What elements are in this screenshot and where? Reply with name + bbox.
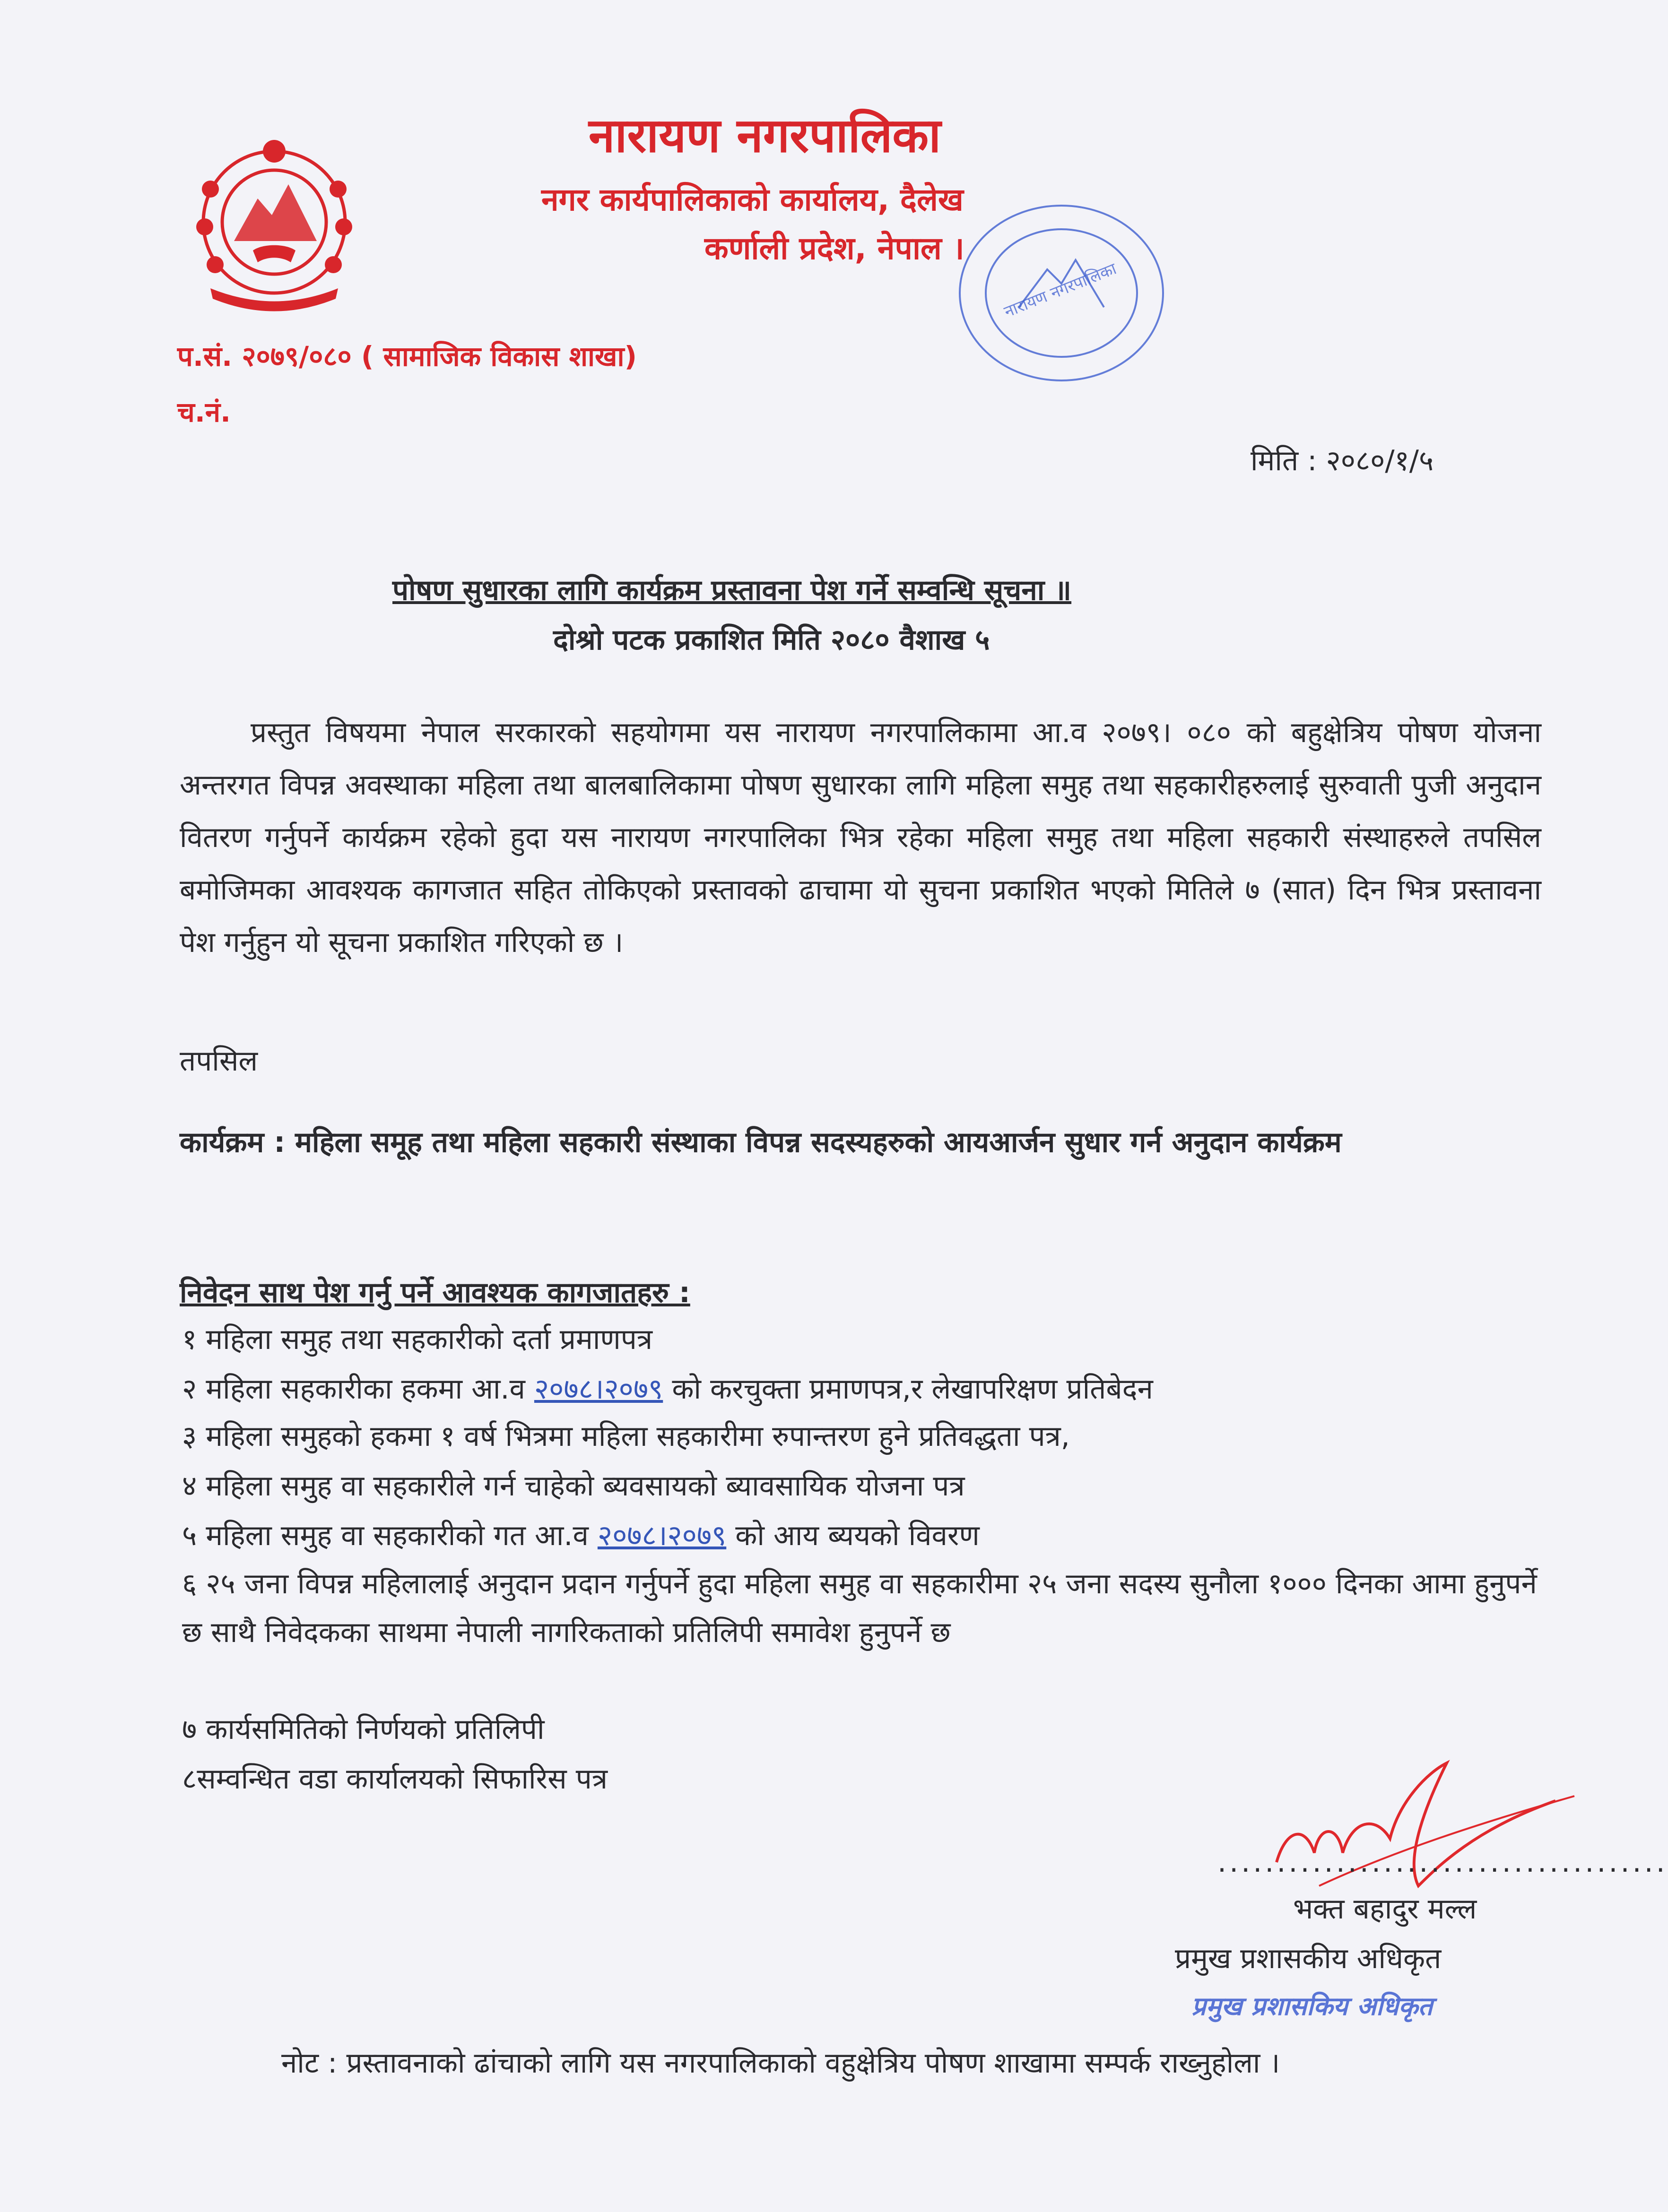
documents-heading: निवेदन साथ पेश गर्नु पर्ने आवश्यक कागजातहरु : [180,1276,690,1309]
program-description: कार्यक्रम : महिला समूह तथा महिला सहकारी संस्थाका विपन्न सदस्यहरुको आयआर्जन सुधार गर्न अनुदान कार्यक्रम [180,1126,1342,1159]
notice-title: पोषण सुधारका लागि कार्यक्रम प्रस्तावना पेश गर्ने सम्वन्धि सूचना ॥ [392,574,1072,607]
notice-subtitle: दोश्रो पटक प्रकाशित मिति २०८० वैशाख ५ [553,623,990,657]
list-item: १ महिला समुह तथा सहकारीको दर्ता प्रमाणपत्र [182,1323,652,1356]
signatory-name: भक्त बहादुर मल्ल [1293,1892,1477,1926]
list-item: ५ महिला समुह वा सहकारीको गत आ.व २०७८।२०७९ को आय ब्ययको विवरण [182,1519,980,1552]
municipality-name: नारायण नगरपालिका [589,108,941,163]
list-item: ४ महिला समुह वा सहकारीले गर्न चाहेको ब्यवसायको ब्यावसायिक योजना पत्र [182,1469,965,1503]
office-seal-stamp-icon [948,199,1175,388]
list-item: ३ महिला समुहको हकमा १ वर्ष भित्रमा महिला सहकारीमा रुपान्तरण हुने प्रतिवद्धता पत्र, [182,1420,1070,1453]
handwritten-fiscal-year: २०७८।२०७९ [534,1373,663,1406]
list-item: ८सम्वन्धित वडा कार्यालयको सिफारिस पत्र [182,1763,608,1796]
designation-stamp: प्रमुख प्रशासकिय अधिकृत [1191,1991,1433,2021]
list-item: ६ २५ जना विपन्न महिलालाई अनुदान प्रदान गर्नुपर्ने हुदा महिला समुह वा सहकारीमा २५ जना सदस्य सुनौला १००० दिनका आमा हुनुपर्ने छ साथै निवेदकका साथमा नेपाली नागरिकताको प्रतिलिपी समावेश हुनुपर्ने छ [182,1567,1537,1649]
tapasil-label: तपसिल [180,1045,258,1078]
dispatch-number: च.नं. [177,396,231,428]
reference-number: प.सं. २०७९/०८० ( सामाजिक विकास शाखा) [177,340,637,372]
notice-paragraph: प्रस्तुत विषयमा नेपाल सरकारको सहयोगमा यस नारायण नगरपालिकामा आ.व २०७९। ०८० को बहुक्षेत्रिय पोषण योजना अन्तरगत विपन्न अवस्थाका महिला तथा बालबालिकामा पोषण सुधारका लागि महिला समुह तथा सहकारीहरुलाई सुरुवाती पुजी अनुदान वितरण गर्नुपर्ने कार्यक्रम रहेको हुदा यस नारायण नगरपालिका भित्र रहेका महिला समुह तथा महिला सहकारी संस्थाहरुले तपसिल बमोजिमका आवश्यक कागजात सहित तोकिएको प्रस्तावको ढाचामा यो सुचना प्रकाशित भएको मितिले ७ (सात) दिन भित्र प्रस्तावना पेश गर्नुहुन यो सूचना प्रकाशित गरिएको छ । [180,716,1541,959]
svg-text:नारायण नगरपालिका: नारायण नगरपालिका [1001,259,1120,322]
handwritten-fiscal-year: २०७८।२०७९ [597,1519,727,1552]
list-item: २ महिला सहकारीका हकमा आ.व २०७८।२०७९ को करचुक्ता प्रमाणपत्र,र लेखापरिक्षण प्रतिबेदन [182,1373,1153,1406]
signature-dots: ...................................... [1217,1846,1668,1879]
signatory-designation: प्रमुख प्रशासकीय अधिकृत [1175,1942,1442,1975]
nepal-emblem-icon [182,132,366,321]
footer-note: नोट : प्रस्तावनाको ढांचाको लागि यस नगरपालिकाको वहुक्षेत्रिय पोषण शाखामा सम्पर्क राख्नुहोला । [281,2047,1280,2080]
office-name: नगर कार्यपालिकाको कार्यालय, दैलेख [541,181,964,218]
list-item: ७ कार्यसमितिको निर्णयको प्रतिलिपी [182,1713,545,1746]
province-line: कर्णाली प्रदेश, नेपाल । [704,230,964,267]
issue-date: मिति : २०८०/१/५ [1251,444,1434,477]
